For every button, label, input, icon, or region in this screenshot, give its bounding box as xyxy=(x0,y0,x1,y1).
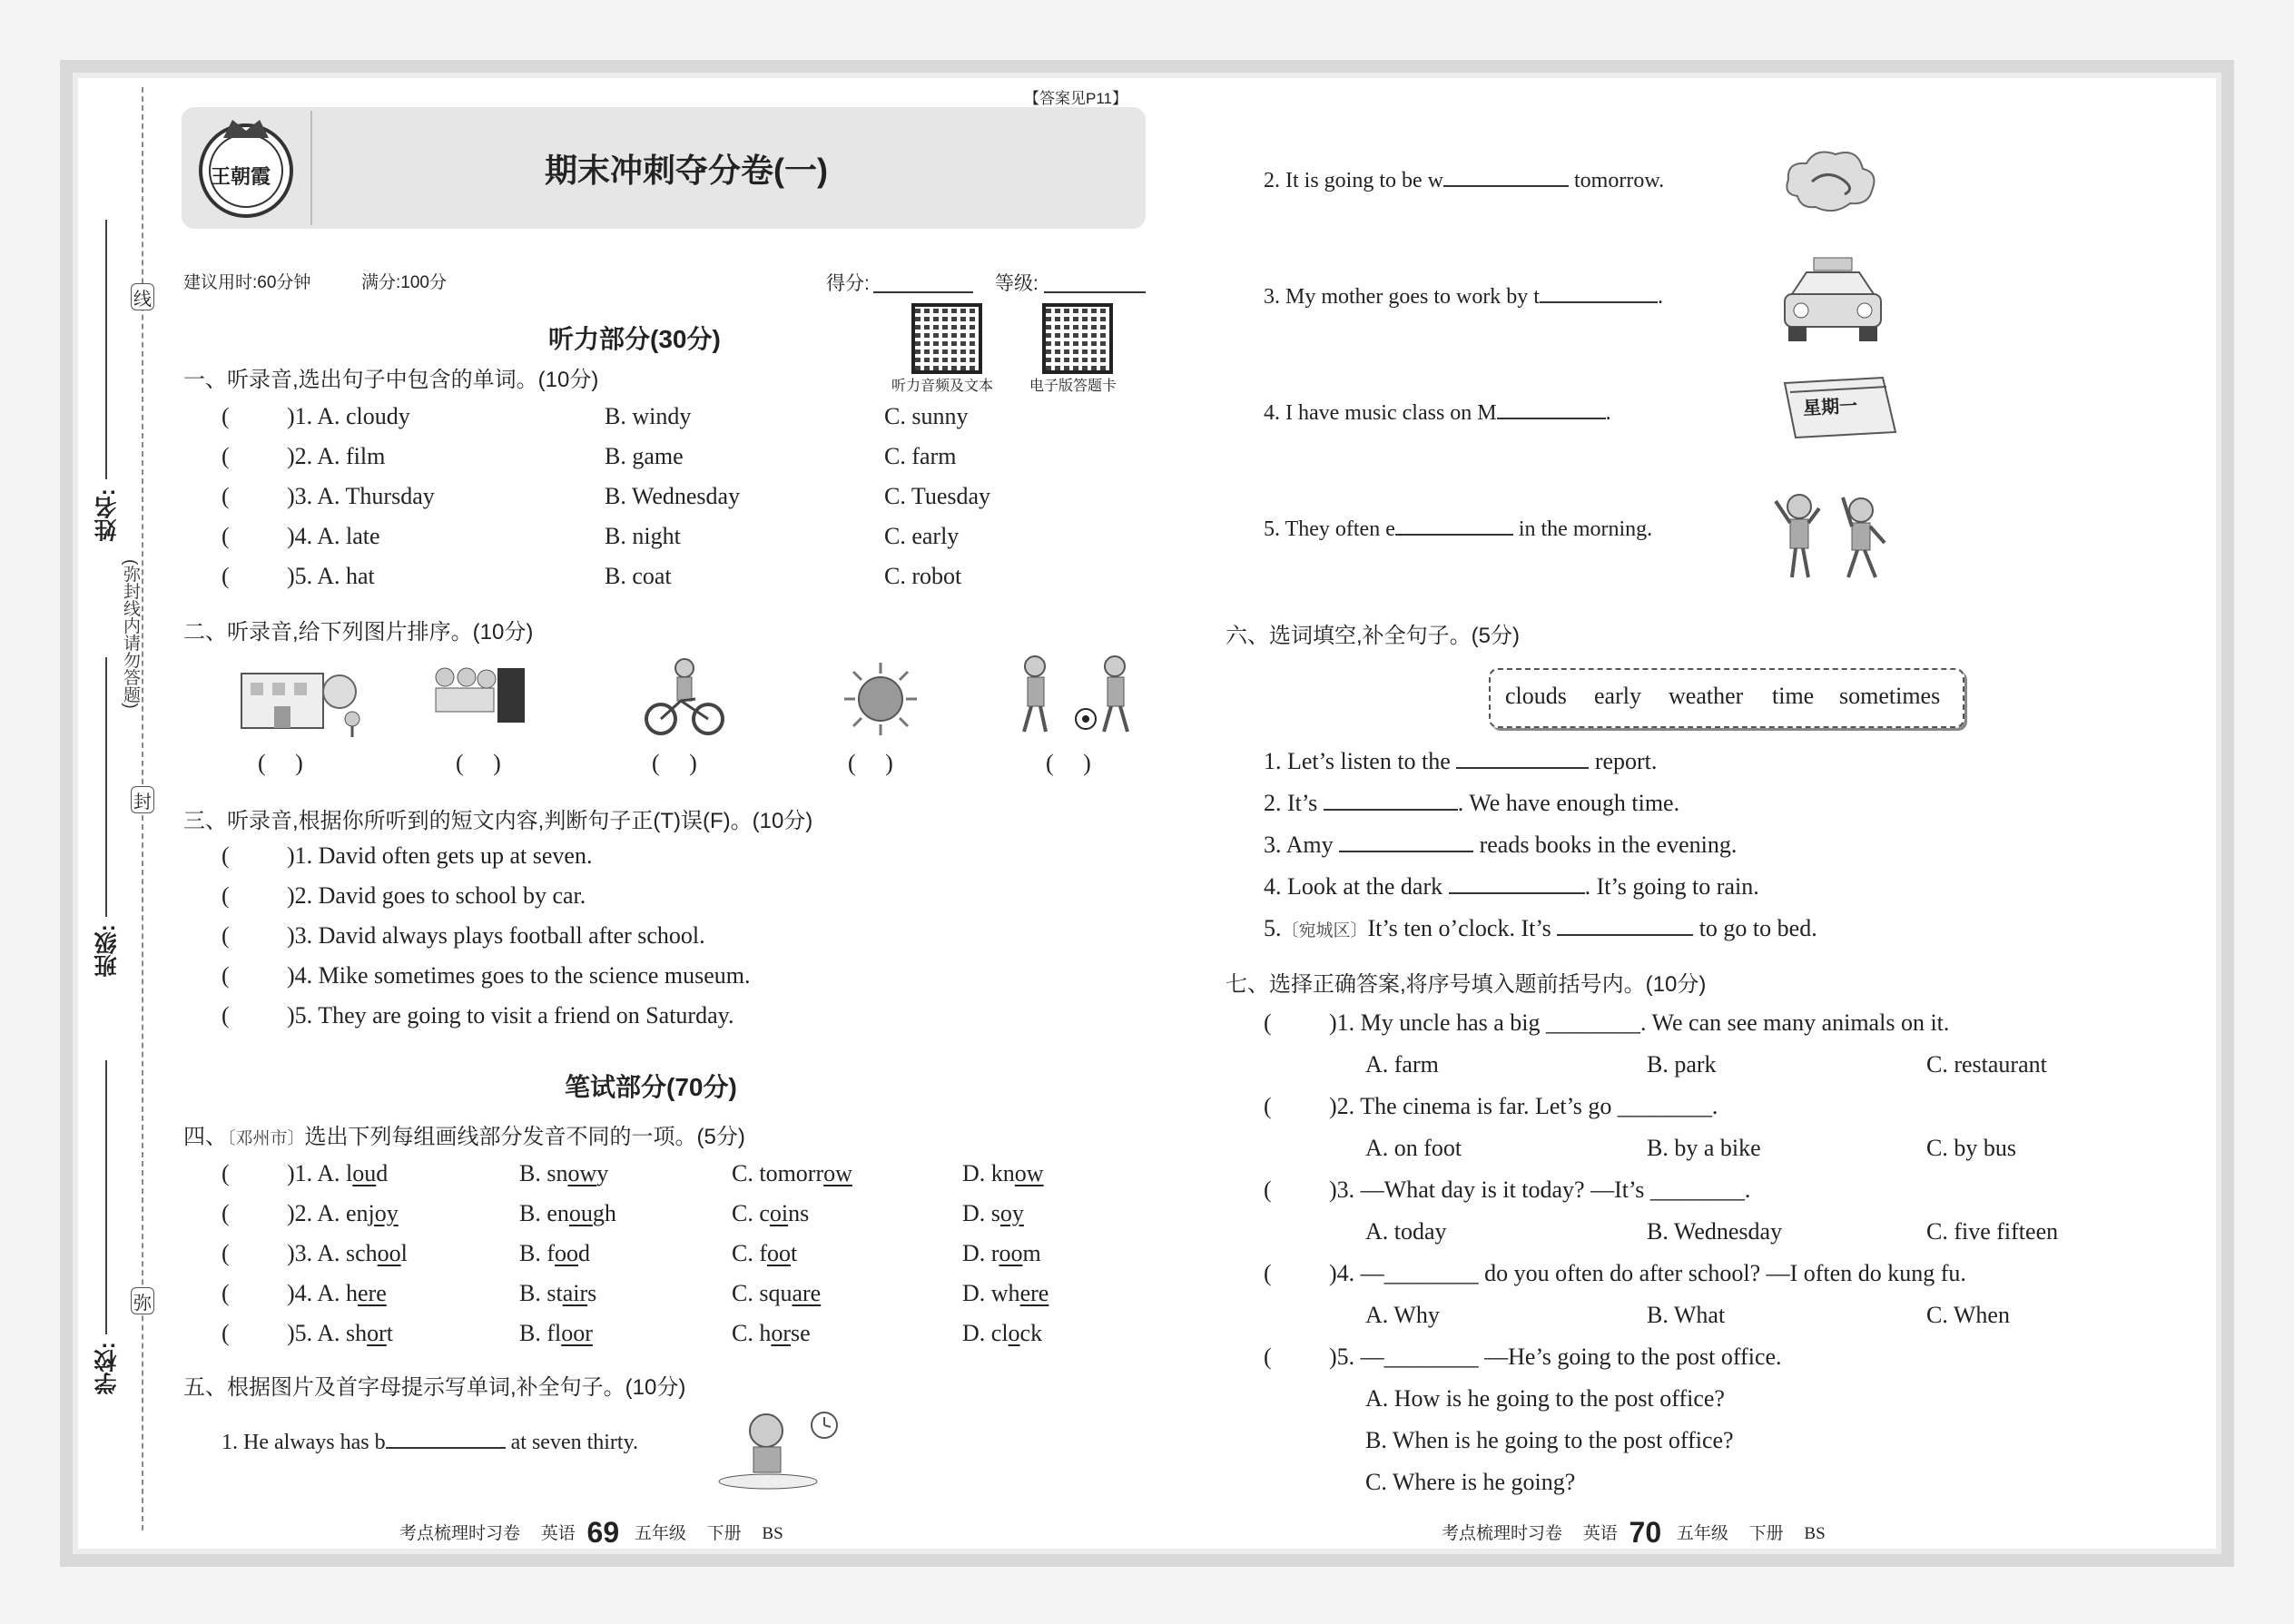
s1-paren-5[interactable]: ( xyxy=(222,563,230,589)
s7-q4: )4. —________ do you often do after school? —I often do kung fu. xyxy=(1329,1260,1966,1286)
picture-exercise-kids xyxy=(1770,490,1894,581)
class-label: 班级: xyxy=(94,924,120,978)
logo-text: 王朝霞 xyxy=(211,165,271,189)
picture-breakfast-boy xyxy=(704,1409,841,1492)
picture-windy-cloud xyxy=(1779,142,1881,221)
s4-paren-3[interactable]: ( xyxy=(222,1240,230,1266)
school-label: 学校: xyxy=(94,1342,120,1395)
s1-item-5-c: C. robot xyxy=(884,563,962,589)
footer-left-subject: 英语 xyxy=(540,1524,576,1543)
s6-q1-blank[interactable] xyxy=(1456,767,1589,769)
s4-row-4-c: C. square xyxy=(732,1280,822,1306)
s3-title: 三、听录音,根据你所听到的短文内容,判断句子正(T)误(F)。(10分) xyxy=(183,809,813,833)
s5-q5-blank[interactable] xyxy=(1395,534,1513,536)
s7-q3-a: A. today xyxy=(1365,1218,1447,1245)
s6-q5: 5.〔宛城区〕It’s ten o’clock. It’s to go to bed. xyxy=(1264,915,1817,941)
score-field[interactable] xyxy=(873,291,973,293)
s4-row-2-d: D. soy xyxy=(962,1200,1024,1226)
s3-item-4: )4. Mike sometimes goes to the science museum. xyxy=(287,962,751,989)
s7-q4-a: A. Why xyxy=(1365,1302,1440,1328)
s4-row-4-a: )4. A. here xyxy=(287,1280,387,1306)
page-title: 期末冲刺夺分卷(一) xyxy=(545,152,828,189)
s3-item-1: )1. David often gets up at seven. xyxy=(287,842,593,869)
s1-item-3-c: C. Tuesday xyxy=(884,483,991,509)
s4-row-5-c: C. horse xyxy=(732,1320,811,1346)
s6-word-2: early xyxy=(1594,683,1641,709)
s4-row-1-b: B. snowy xyxy=(519,1160,609,1186)
s4-paren-1[interactable]: ( xyxy=(222,1160,230,1186)
footer-left-series: 考点梳理时习卷 xyxy=(399,1524,521,1543)
s1-paren-4[interactable]: ( xyxy=(222,523,230,549)
footer-left xyxy=(399,1516,783,1550)
name-label: 姓名: xyxy=(94,488,120,542)
s1-item-4-b: B. night xyxy=(605,523,681,549)
binding-mi: 弥 xyxy=(131,1287,154,1314)
s3-paren-2[interactable]: ( xyxy=(222,882,230,909)
s3-paren-3[interactable]: ( xyxy=(222,922,230,949)
s5-title: 五、根据图片及首字母提示写单词,补全句子。(10分) xyxy=(183,1375,686,1400)
footer-right xyxy=(1442,1516,1826,1550)
binding-xian: 线 xyxy=(131,283,154,310)
s3-paren-5[interactable]: ( xyxy=(222,1002,230,1029)
writing-header: 笔试部分(70分) xyxy=(565,1073,737,1101)
s2-paren-1[interactable]: ( ) xyxy=(258,750,303,776)
s4-row-2-a: )2. A. enjoy xyxy=(287,1200,399,1226)
s7-q4-c: C. When xyxy=(1926,1302,2010,1328)
s5-q4-blank[interactable] xyxy=(1497,418,1606,419)
grade-label: 等级: xyxy=(995,273,1039,294)
s7-q5: )5. —________ —He’s going to the post office. xyxy=(1329,1343,1782,1370)
s6-q2: 2. It’s . We have enough time. xyxy=(1264,790,1680,816)
s4-row-5-b: B. floor xyxy=(519,1320,593,1346)
listening-header: 听力部分(30分) xyxy=(548,325,721,353)
s4-row-1-c: C. tomorrow xyxy=(732,1160,852,1186)
picture-football-kids xyxy=(1015,654,1142,737)
s4-row-3-c: C. foot xyxy=(732,1240,798,1266)
score-label: 得分: xyxy=(826,273,870,294)
suggested-time: 建议用时:60分钟 xyxy=(183,273,311,292)
s5-q3: 3. My mother goes to work by t . xyxy=(1264,285,1663,309)
s7-paren-2[interactable]: ( xyxy=(1264,1093,1272,1119)
qr-code-answer-card[interactable] xyxy=(1042,303,1113,374)
s6-q3-blank[interactable] xyxy=(1339,851,1473,852)
footer-left-page: 69 xyxy=(586,1516,620,1549)
s4-row-4-b: B. stairs xyxy=(519,1280,597,1306)
s1-item-2-c: C. farm xyxy=(884,443,957,469)
s6-q4-blank[interactable] xyxy=(1449,892,1585,894)
s1-paren-2[interactable]: ( xyxy=(222,443,230,469)
s4-row-1-d: D. know xyxy=(962,1160,1044,1186)
s7-q1-b: B. park xyxy=(1647,1051,1717,1078)
s5-q5: 5. They often e in the morning. xyxy=(1264,517,1653,541)
s1-title: 一、听录音,选出句子中包含的单词。(10分) xyxy=(183,368,599,392)
s4-title-pre: 四、 xyxy=(183,1125,227,1149)
footer-left-ed: BS xyxy=(762,1524,783,1543)
qr-caption-answer: 电子版答题卡 xyxy=(1029,379,1117,394)
s3-item-3: )3. David always plays football after school. xyxy=(287,922,705,949)
s4-region: 〔邓州市〕 xyxy=(227,1129,305,1148)
s5-q3-blank[interactable] xyxy=(1540,301,1658,303)
s1-item-2: )2. A. film xyxy=(287,443,386,469)
s1-item-4: )4. A. late xyxy=(287,523,380,549)
s3-paren-4[interactable]: ( xyxy=(222,962,230,989)
s6-word-5: sometimes xyxy=(1839,683,1941,709)
s5-q1: 1. He always has b at seven thirty. xyxy=(222,1431,639,1454)
s1-item-1-c: C. sunny xyxy=(884,403,969,429)
calendar-label: 星期一 xyxy=(1802,396,1858,419)
s4-paren-4[interactable]: ( xyxy=(222,1280,230,1306)
footer-left-term: 下册 xyxy=(706,1524,742,1543)
s7-q3-c: C. five fifteen xyxy=(1926,1218,2059,1245)
binding-note: (弥封线内请勿答题) xyxy=(121,559,140,709)
s4-row-2-c: C. coins xyxy=(732,1200,810,1226)
s5-q2: 2. It is going to be w tomorrow. xyxy=(1264,169,1665,192)
s1-item-2-b: B. game xyxy=(605,443,684,469)
s1-paren-1[interactable]: ( xyxy=(222,403,230,429)
s6-q5-blank[interactable] xyxy=(1557,934,1693,936)
s1-item-5-b: B. coat xyxy=(605,563,672,589)
s6-title: 六、选词填空,补全句子。(5分) xyxy=(1226,624,1520,648)
s7-q2-a: A. on foot xyxy=(1365,1135,1462,1161)
s6-word-4: time xyxy=(1772,683,1815,709)
s4-row-1-a: )1. A. loud xyxy=(287,1160,389,1186)
s4-row-2-b: B. enough xyxy=(519,1200,616,1226)
s4-row-3-a: )3. A. school xyxy=(287,1240,408,1266)
footer-left-grade: 五年级 xyxy=(634,1524,686,1543)
s7-q2: )2. The cinema is far. Let’s go ________. xyxy=(1329,1093,1718,1119)
footer-right-term: 下册 xyxy=(1748,1524,1784,1543)
footer-right-grade: 五年级 xyxy=(1676,1524,1728,1543)
footer-right-ed: BS xyxy=(1804,1524,1826,1543)
s7-q1: )1. My uncle has a big ________. We can see many animals on it. xyxy=(1329,1009,1950,1036)
picture-bike-rider xyxy=(645,655,724,739)
s7-q2-b: B. by a bike xyxy=(1647,1135,1761,1161)
s3-item-2: )2. David goes to school by car. xyxy=(287,882,586,909)
s7-q5-a: A. How is he going to the post office? xyxy=(1365,1385,1725,1412)
s1-item-3: )3. A. Thursday xyxy=(287,483,435,509)
s7-paren-1[interactable]: ( xyxy=(1264,1009,1272,1036)
s4-row-5-d: D. clock xyxy=(962,1320,1043,1346)
s4-row-5-a: )5. A. short xyxy=(287,1320,394,1346)
s7-q1-a: A. farm xyxy=(1365,1051,1439,1078)
s2-paren-2[interactable]: ( ) xyxy=(456,750,501,776)
qr-code-audio[interactable] xyxy=(911,303,982,374)
s4-title-post: 选出下列每组画线部分发音不同的一项。(5分) xyxy=(304,1125,745,1149)
s6-word-1: clouds xyxy=(1505,683,1567,709)
s6-q4: 4. Look at the dark . It’s going to rain. xyxy=(1264,873,1759,900)
s7-q2-c: C. by bus xyxy=(1926,1135,2016,1161)
s7-q1-c: C. restaurant xyxy=(1926,1051,2047,1078)
grade-field[interactable] xyxy=(1044,291,1146,293)
s4-paren-5[interactable]: ( xyxy=(222,1320,230,1346)
full-score: 满分:100分 xyxy=(361,273,447,292)
picture-classroom xyxy=(432,659,527,737)
s6-q3: 3. Amy reads books in the evening. xyxy=(1264,832,1738,858)
s5-q1-blank[interactable] xyxy=(386,1447,506,1449)
s2-paren-4[interactable]: ( ) xyxy=(848,750,893,776)
s2-title: 二、听录音,给下列图片排序。(10分) xyxy=(183,620,534,645)
s1-item-4-c: C. early xyxy=(884,523,960,549)
s7-q5-c: C. Where is he going? xyxy=(1365,1469,1576,1495)
s7-q3: )3. —What day is it today? —It’s ________. xyxy=(1329,1176,1751,1203)
s7-q5-b: B. When is he going to the post office? xyxy=(1365,1427,1734,1453)
s5-q2-blank[interactable] xyxy=(1443,185,1569,187)
banner-divider xyxy=(310,111,312,225)
answer-reference: 【答案见P11】 xyxy=(1024,90,1127,107)
s6-q1: 1. Let’s listen to the report. xyxy=(1264,748,1658,774)
school-field[interactable] xyxy=(105,1060,107,1334)
s3-paren-1[interactable]: ( xyxy=(222,842,230,869)
s7-title: 七、选择正确答案,将序号填入题前括号内。(10分) xyxy=(1226,972,1707,997)
binding-feng: 封 xyxy=(131,786,154,813)
s4-row-3-b: B. food xyxy=(519,1240,590,1266)
s4-row-3-d: D. room xyxy=(962,1240,1041,1266)
footer-right-subject: 英语 xyxy=(1582,1524,1618,1543)
s4-paren-2[interactable]: ( xyxy=(222,1200,230,1226)
s4-title xyxy=(183,1118,745,1150)
s2-paren-3[interactable]: ( ) xyxy=(652,750,697,776)
footer-right-page: 70 xyxy=(1629,1516,1662,1549)
s1-item-5: )5. A. hat xyxy=(287,563,375,589)
qr-caption-audio: 听力音频及文本 xyxy=(891,379,994,394)
s6-q2-blank[interactable] xyxy=(1324,809,1458,811)
s6-word-3: weather xyxy=(1669,683,1744,709)
picture-taxi xyxy=(1779,254,1886,347)
s2-paren-5[interactable]: ( ) xyxy=(1046,750,1091,776)
s3-item-5: )5. They are going to visit a friend on Saturday. xyxy=(287,1002,734,1029)
s7-paren-4[interactable]: ( xyxy=(1264,1260,1272,1286)
picture-school-building xyxy=(238,655,367,739)
footer-right-series: 考点梳理时习卷 xyxy=(1442,1524,1563,1543)
class-field[interactable] xyxy=(105,657,107,917)
s1-item-1-b: B. windy xyxy=(605,403,692,429)
s5-q4: 4. I have music class on M . xyxy=(1264,401,1611,425)
picture-sun xyxy=(842,661,919,737)
s1-item-1: )1. A. cloudy xyxy=(287,403,410,429)
s7-q4-b: B. What xyxy=(1647,1302,1726,1328)
s7-q3-b: B. Wednesday xyxy=(1647,1218,1783,1245)
s4-row-4-d: D. where xyxy=(962,1280,1049,1306)
s7-paren-5[interactable]: ( xyxy=(1264,1343,1272,1370)
name-field[interactable] xyxy=(105,220,107,479)
s1-item-3-b: B. Wednesday xyxy=(605,483,741,509)
s7-paren-3[interactable]: ( xyxy=(1264,1176,1272,1203)
s1-paren-3[interactable]: ( xyxy=(222,483,230,509)
